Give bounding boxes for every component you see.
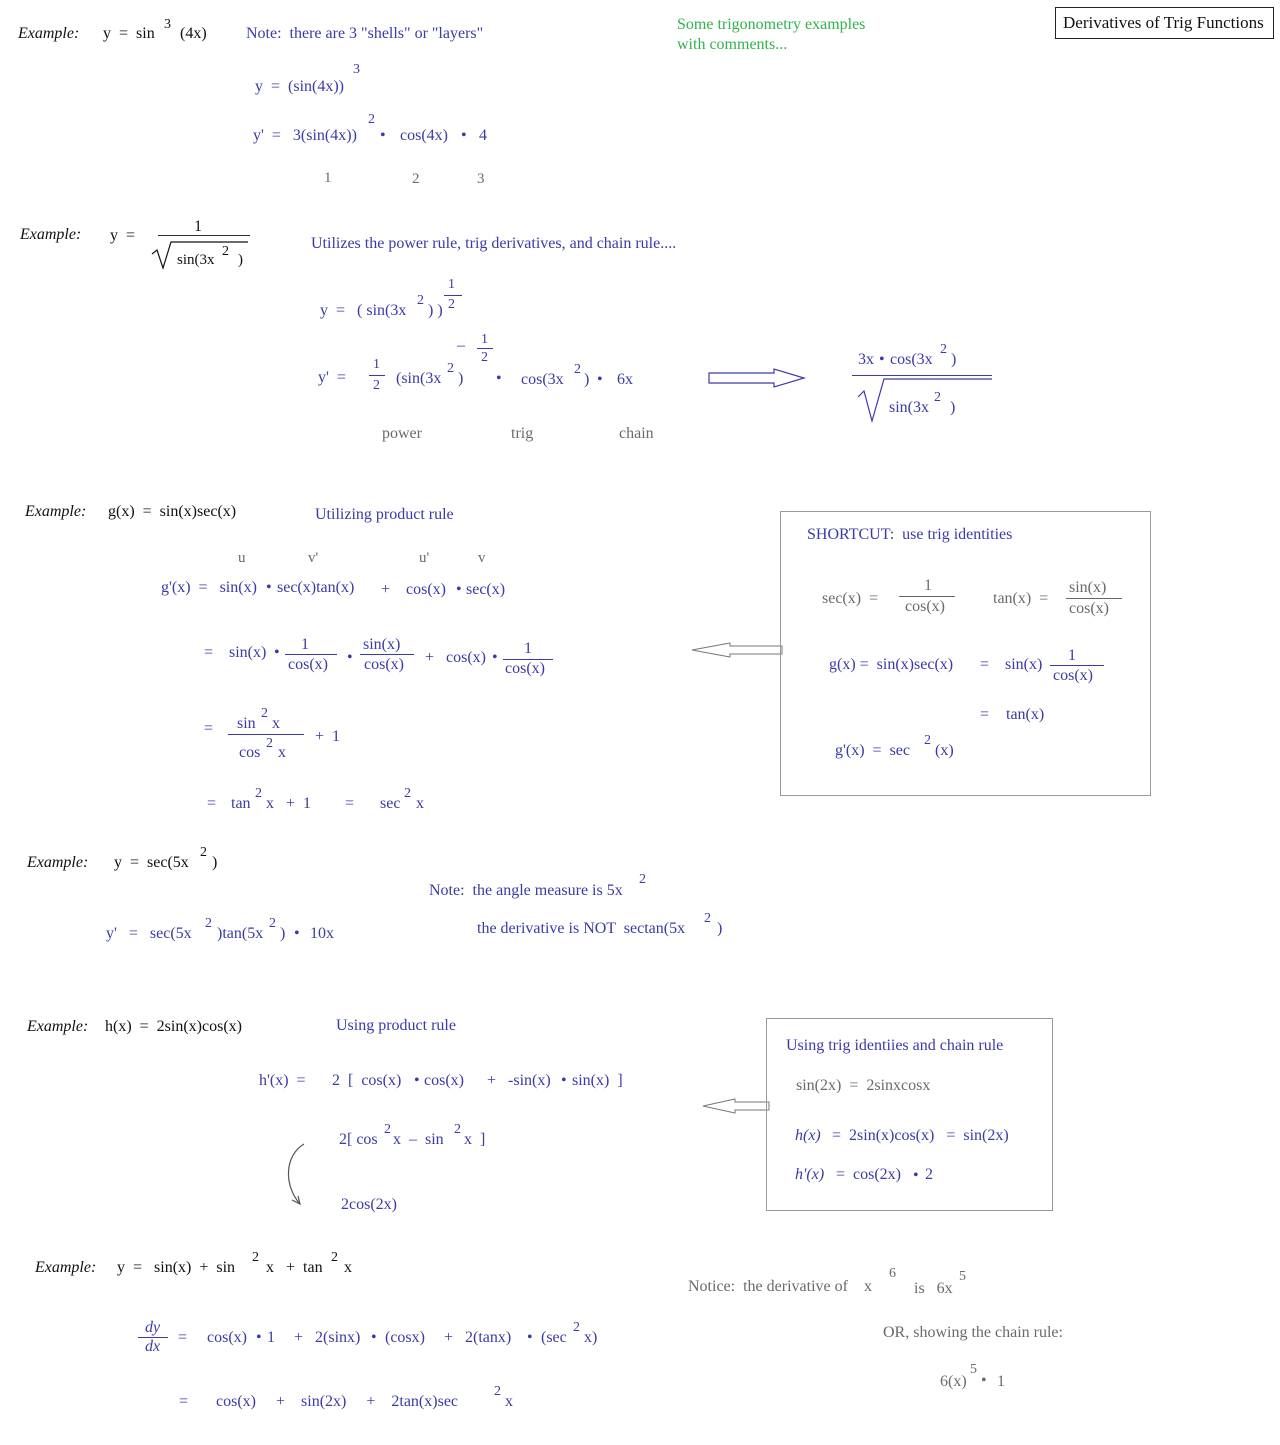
ex2-half-num: 1 (373, 357, 380, 372)
ex6-function-exp-1: 2 (252, 1250, 259, 1265)
ex2-power-bar (477, 348, 493, 349)
ex2-label-trig: trig (511, 425, 534, 442)
shortcut-g: g(x) = sin(x)sec(x) (829, 656, 954, 673)
ex2-label-power: power (382, 425, 422, 442)
ex2-result-num-c: ) (951, 351, 957, 368)
ex4-note-1: Note: the angle measure is 5x (429, 882, 623, 899)
ex2-denominator-close: ) (238, 252, 243, 268)
ex4-derivative-d: 10x (310, 925, 334, 942)
ex4-derivative-a: y' = sec(5x (106, 925, 192, 942)
ex1-label: Example: (18, 25, 80, 42)
ex5-simplify-exp-2: 2 (454, 1122, 461, 1137)
ex5-comment: Using product rule (336, 1017, 456, 1034)
ex2-derivative-d: cos(3x (521, 371, 564, 388)
ex2-denominator: sin(3x (177, 252, 215, 268)
ex3-l4-c-exp: 2 (404, 786, 411, 801)
ex2-denominator-exp: 2 (222, 244, 229, 259)
ex5-label: Example: (27, 1018, 89, 1035)
ex2-result-num-exp: 2 (940, 342, 947, 357)
notice-chain-exp: 5 (970, 1362, 977, 1377)
ex2-rewrite-b: ) ) (428, 302, 443, 319)
ex3-l2-f2-num: sin(x) (363, 636, 401, 653)
ex4-derivative-b: )tan(5x (217, 925, 264, 942)
identities-hprime: h'(x) (795, 1166, 825, 1183)
ex4-label: Example: (27, 854, 89, 871)
curved-arrow-icon (282, 1140, 322, 1212)
ex1-layer-1: 1 (324, 170, 332, 186)
ex3-comment: Utilizing product rule (315, 506, 454, 523)
ex5-derivative-b: 2 [ cos(x) (332, 1072, 402, 1089)
ex3-l2-f3-den: cos(x) (505, 660, 545, 677)
shortcut-tan-bar (1066, 598, 1122, 599)
shortcut-tan-num: sin(x) (1069, 579, 1107, 596)
ex2-result-den-exp: 2 (934, 390, 941, 405)
ex3-u: u (238, 550, 246, 566)
identities-h: h(x) (795, 1127, 821, 1144)
ex3-l3-num-exp: 2 (261, 706, 268, 721)
ex6-l1-dot-2: • (371, 1329, 377, 1346)
ex3-l2-dot-3: • (492, 649, 498, 666)
ex6-label: Example: (35, 1259, 97, 1276)
shortcut-tan: tan(x) = (993, 590, 1049, 607)
ex4-function: y = sec(5x (114, 854, 189, 871)
ex3-l4-a: tan (231, 795, 251, 812)
ex6-function-a: y = sin(x) + sin (117, 1259, 236, 1276)
ex6-l1-c: + 2(sinx) (294, 1329, 361, 1346)
ex3-l3-plus: + 1 (315, 728, 341, 745)
ex3-l2-dot-2: • (347, 649, 353, 666)
ex3-l2-eq: = (204, 644, 214, 661)
ex3-l1-dot-2: • (456, 581, 462, 598)
ex3-l3-num-x: x (272, 715, 280, 732)
ex1-rewrite: y = (sin(4x)) (255, 78, 345, 95)
identities-title: Using trig identiies and chain rule (786, 1037, 1004, 1054)
ex2-numerator: 1 (194, 218, 202, 235)
shortcut-sec-bar (899, 596, 955, 597)
ex2-rewrite-exp: 2 (417, 293, 424, 308)
notice-or: OR, showing the chain rule: (883, 1324, 1063, 1341)
ex4-function-close: ) (212, 854, 218, 871)
ex1-derivative-exp: 2 (368, 112, 375, 127)
ex6-dx: dx (145, 1338, 161, 1355)
ex3-l4-c: sec (380, 795, 401, 812)
left-arrow-icon (701, 1098, 771, 1114)
ex4-dot: • (294, 925, 300, 942)
ex3-l3-num: sin (237, 715, 256, 732)
ex6-l2-exp: 2 (494, 1384, 501, 1399)
ex2-dot-2: • (597, 371, 603, 388)
ex3-l2-f1-den: cos(x) (288, 656, 328, 673)
ex2-derivative-e: ) (584, 371, 590, 388)
ex5-derivative-e: sin(x) ] (572, 1072, 623, 1089)
ex3-l1-d: cos(x) (406, 581, 446, 598)
ex4-note-1-exp: 2 (639, 872, 646, 887)
identities-hprime-rhs: = cos(2x) (836, 1166, 902, 1183)
shortcut-tan-den: cos(x) (1069, 600, 1109, 617)
notice-b: is 6x (914, 1280, 953, 1297)
ex2-rewrite-a: y = ( sin(3x (320, 302, 407, 319)
ex2-function: y = (110, 227, 136, 244)
ex3-l2-f2-den: cos(x) (364, 656, 404, 673)
ex3-l2-f1-bar (285, 654, 337, 655)
ex5-dot-2: • (561, 1072, 567, 1089)
shortcut-g-bar (1050, 665, 1104, 666)
ex2-fraction-bar (158, 235, 250, 236)
ex5-derivative-a: h'(x) = (259, 1072, 306, 1089)
ex2-result-den-close: ) (950, 399, 956, 416)
identities-dot: • (913, 1167, 919, 1184)
ex3-l1-dot-1: • (266, 579, 272, 596)
ex5-simplify-exp-1: 2 (384, 1122, 391, 1137)
ex3-l1-e: sec(x) (466, 581, 506, 598)
ex4-derivative-c: ) (280, 925, 286, 942)
ex3-l2-plus: + (425, 649, 435, 666)
ex2-label-chain: chain (619, 425, 654, 442)
shortcut-gprime-exp: 2 (924, 733, 931, 748)
notice-a: Notice: the derivative of x (688, 1278, 872, 1295)
ex2-result-dot: • (879, 351, 885, 368)
ex2-derivative-d-exp: 2 (574, 362, 581, 377)
ex5-dot-1: • (414, 1072, 420, 1089)
ex3-l4-eq: = (207, 795, 217, 812)
shortcut-title: SHORTCUT: use trig identities (807, 526, 1013, 543)
shortcut-gprime: g'(x) = sec (835, 742, 910, 759)
shortcut-g-b: sin(x) (1005, 656, 1043, 673)
intro-line-1: Some trigonometry examples (677, 16, 866, 33)
ex1-note: Note: there are 3 "shells" or "layers" (246, 25, 484, 42)
ex1-function: y = sin (103, 25, 155, 42)
ex4-derivative-exp-1: 2 (205, 916, 212, 931)
ex6-l1-dot-1: • (256, 1329, 262, 1346)
ex3-l1-b: sec(x)tan(x) (277, 579, 355, 596)
ex1-layer-2: 2 (412, 171, 420, 187)
ex3-l3-eq: = (204, 720, 214, 737)
ex3-label: Example: (25, 503, 87, 520)
ex3-l1-a: g'(x) = sin(x) (161, 579, 257, 596)
ex3-l1-c: + (381, 581, 391, 598)
ex6-l1-dot-3: • (527, 1329, 533, 1346)
ex2-power-sign: – (457, 337, 465, 354)
ex6-l2: = cos(x) + sin(2x) + 2tan(x)sec (179, 1393, 459, 1410)
ex3-vprime: v' (308, 550, 319, 566)
ex3-l2-f3-num: 1 (524, 640, 532, 657)
intro-line-2: with comments... (677, 36, 788, 53)
ex6-dy: dy (145, 1319, 161, 1336)
ex6-l1-g: x) (584, 1329, 598, 1346)
ex3-l3-den-x: x (278, 744, 286, 761)
ex4-note-2-exp: 2 (704, 911, 711, 926)
ex6-l1-a: = cos(x) (178, 1329, 248, 1346)
ex6-l1-e: + 2(tanx) (444, 1329, 512, 1346)
ex2-derivative-b: (sin(3x (396, 370, 442, 387)
ex2-rewrite-power-den: 2 (448, 297, 455, 312)
ex3-l3-den-exp: 2 (266, 736, 273, 751)
ex2-dot-1: • (496, 370, 502, 387)
ex3-v: v (478, 550, 486, 566)
ex1-dot-1: • (380, 127, 386, 144)
ex2-half-den: 2 (373, 378, 380, 393)
ex2-derivative-lhs: y' = (318, 369, 346, 386)
ex6-l1-exp: 2 (573, 1320, 580, 1335)
ex2-derivative-f: 6x (617, 371, 633, 388)
ex2-rewrite-power-num: 1 (448, 277, 455, 292)
ex1-layer-3: 3 (477, 171, 485, 187)
ex3-l2-f2-bar (360, 654, 414, 655)
page-title: Derivatives of Trig Functions (1063, 13, 1264, 32)
ex1-derivative-b: cos(4x) (400, 127, 448, 144)
ex3-l2-f1-num: 1 (301, 636, 309, 653)
identities-hprime-c: 2 (925, 1166, 933, 1183)
ex2-rewrite-power-bar (444, 295, 462, 296)
ex3-l2-dot-1: • (274, 644, 280, 661)
ex6-l1-d: (cosx) (385, 1329, 425, 1346)
ex1-function-arg: (4x) (180, 25, 207, 42)
ex2-result-num-b: cos(3x (890, 351, 933, 368)
ex1-dot-2: • (461, 127, 467, 144)
notice-exp-2: 5 (959, 1269, 966, 1284)
ex6-l1-f: (sec (541, 1329, 567, 1346)
ex2-half-bar (369, 375, 385, 376)
ex1-rewrite-exp: 3 (353, 62, 360, 77)
notice-chain-b: 1 (997, 1373, 1005, 1390)
ex3-l3-bar (228, 734, 304, 735)
ex2-power-num: 1 (481, 332, 488, 347)
ex6-function-c: x (344, 1259, 352, 1276)
ex2-result-bar (852, 375, 992, 376)
ex3-uprime: u' (419, 550, 430, 566)
ex3-l4-d: x (416, 795, 424, 812)
ex6-function-exp-2: 2 (331, 1250, 338, 1265)
ex2-result-num-a: 3x (858, 351, 874, 368)
ex4-function-exp: 2 (200, 845, 207, 860)
ex5-derivative-d: + -sin(x) (487, 1072, 551, 1089)
identities-h-rhs: = 2sin(x)cos(x) = sin(2x) (832, 1127, 1009, 1144)
ex6-l1-b: 1 (267, 1329, 275, 1346)
right-arrow-icon (708, 368, 808, 388)
ex5-derivative-c: cos(x) (424, 1072, 464, 1089)
shortcut-tan-value: tan(x) (1006, 706, 1045, 723)
ex4-note-2-close: ) (717, 920, 723, 937)
ex2-power-den: 2 (481, 350, 488, 365)
ex1-derivative-a: y' = 3(sin(4x)) (253, 127, 357, 144)
notice-exp-1: 6 (889, 1266, 896, 1281)
ex5-simplify-c: x ] (464, 1131, 486, 1148)
ex4-derivative-exp-2: 2 (269, 916, 276, 931)
shortcut-g-num: 1 (1068, 647, 1076, 664)
shortcut-sec-num: 1 (924, 577, 932, 594)
ex2-derivative-exp: 2 (447, 361, 454, 376)
ex1-function-exp: 3 (164, 17, 171, 32)
ex6-function-b: x + tan (266, 1259, 323, 1276)
left-arrow-icon (690, 642, 785, 658)
ex2-comment: Utilizes the power rule, trig derivatives, and chain rule.... (311, 235, 677, 252)
ex5-result: 2cos(2x) (341, 1196, 397, 1213)
ex3-l4-b: x + 1 (266, 795, 312, 812)
ex6-l2-x: x (505, 1393, 513, 1410)
ex2-derivative-c: ) (458, 370, 464, 387)
notice-chain-a: 6(x) (940, 1373, 967, 1390)
ex3-l4-a-exp: 2 (255, 786, 262, 801)
shortcut-g-eq: = (980, 656, 990, 673)
ex5-function: h(x) = 2sin(x)cos(x) (105, 1018, 242, 1035)
ex1-derivative-c: 4 (479, 127, 487, 144)
identities-double-angle: sin(2x) = 2sinxcosx (796, 1077, 931, 1094)
shortcut-gprime-b: (x) (935, 742, 954, 759)
ex2-label: Example: (20, 226, 82, 243)
ex5-simplify-b: x – sin (393, 1131, 444, 1148)
ex4-note-2: the derivative is NOT sectan(5x (477, 920, 686, 937)
shortcut-tan-eq: = (980, 706, 990, 723)
ex3-l4-eq2: = (345, 795, 355, 812)
ex3-function: g(x) = sin(x)sec(x) (108, 503, 237, 520)
ex3-l2-a: sin(x) (229, 644, 267, 661)
notice-chain-dot: • (981, 1372, 987, 1389)
ex5-simplify-a: 2[ cos (339, 1131, 378, 1148)
shortcut-sec-den: cos(x) (905, 598, 945, 615)
shortcut-sec: sec(x) = (822, 590, 879, 607)
ex3-l2-b: cos(x) (446, 649, 486, 666)
shortcut-g-den: cos(x) (1053, 667, 1093, 684)
ex2-result-den: sin(3x (889, 399, 929, 416)
ex3-l3-den: cos (239, 744, 261, 761)
